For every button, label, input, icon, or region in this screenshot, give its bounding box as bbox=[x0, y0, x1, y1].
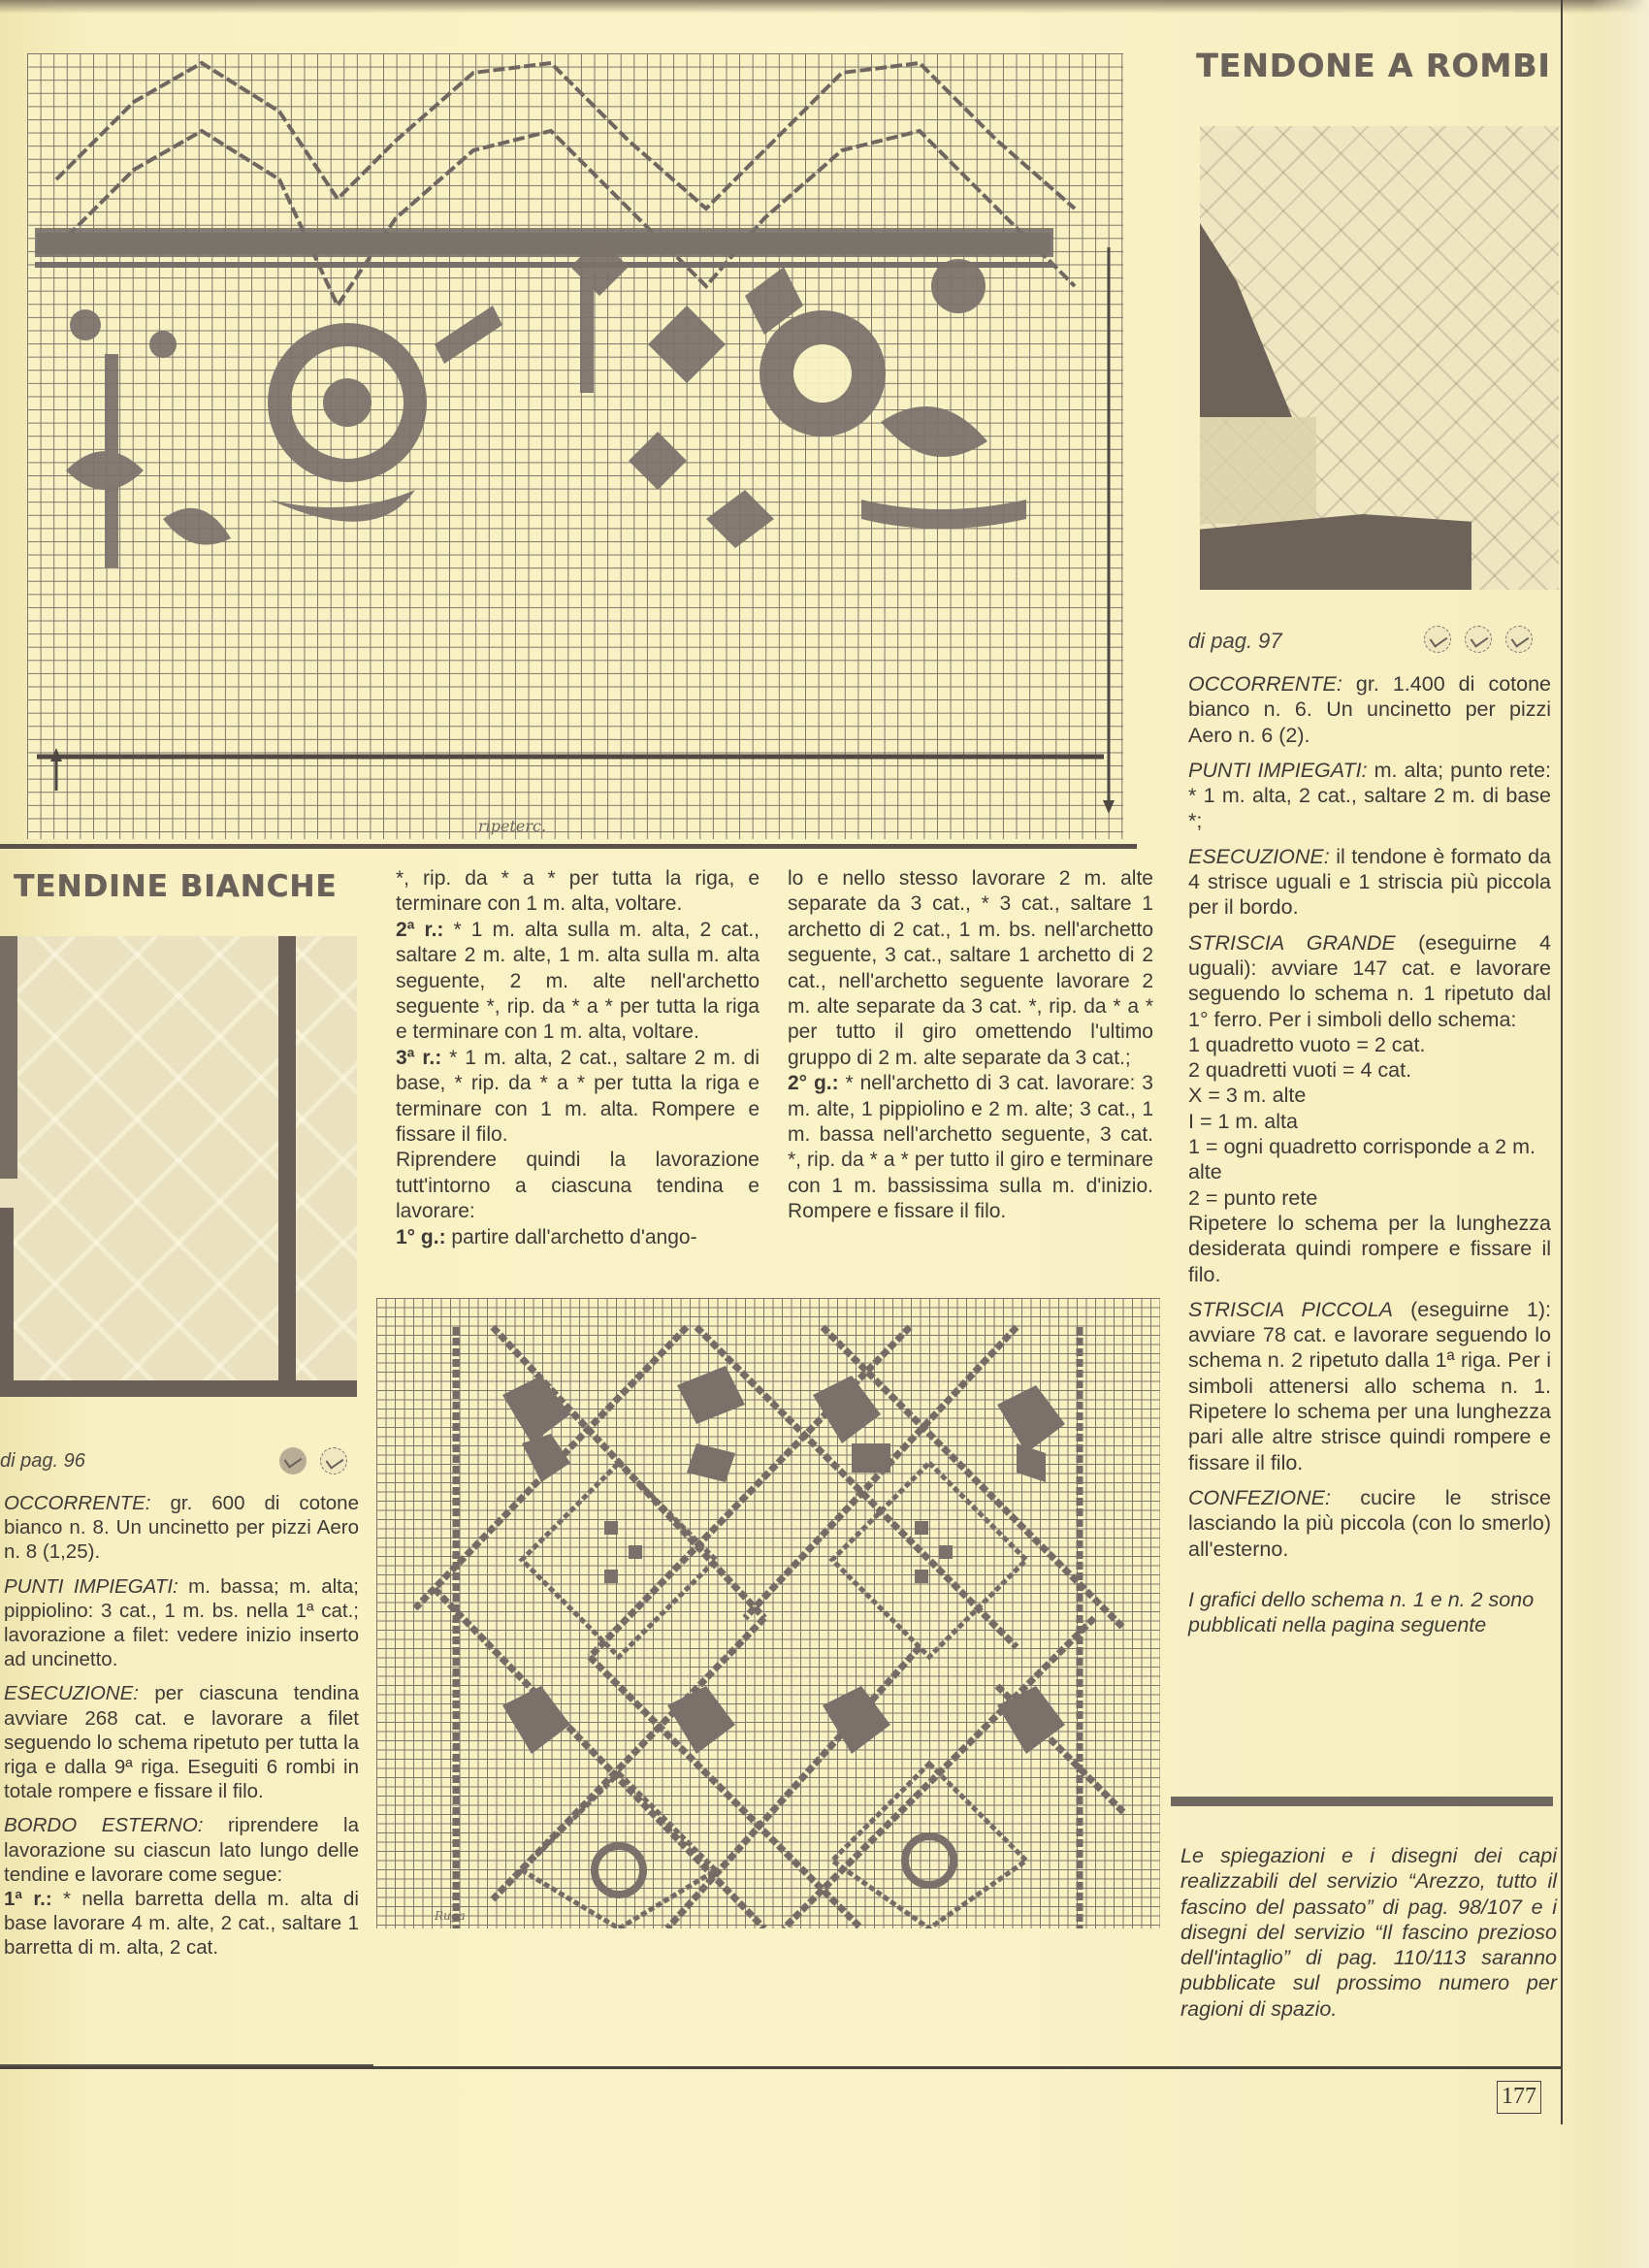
paragraph-striscia-grande: STRISCIA GRANDE (eseguirne 4 uguali): avviare 147 cat. e lavorare seguendo lo schema n. 1 ripetuto dal 1° ferro. Per i simboli dello schema: bbox=[1188, 930, 1551, 1031]
section-title-tendine-bianche: TENDINE BIANCHE bbox=[14, 869, 338, 904]
paragraph-giro1: 1° g.: partire dall'archetto d'ango- bbox=[396, 1225, 697, 1248]
text-tendone-a-rombi bbox=[1188, 671, 1551, 1647]
page-edge bbox=[1591, 0, 1649, 2268]
photo-tendine-bianche bbox=[0, 936, 357, 1397]
photo-bed bbox=[1200, 417, 1316, 524]
difficulty-icon bbox=[1424, 626, 1451, 653]
photo-tendone-a-rombi bbox=[1200, 126, 1559, 590]
chart-signature-bottom: Ruga bbox=[435, 1909, 466, 1923]
paragraph-row3: 3ª r.: * 1 m. alta, 2 cat., saltare 2 m. di base, * rip. da * a * per tutta la riga e terminare con 1 m. alta. Rompere e fissare il filo. bbox=[396, 1046, 760, 1147]
byline-tendone: di pag. 97 bbox=[1188, 629, 1282, 653]
paragraph-esecuzione: ESECUZIONE: per ciascuna tendina avviare 268 cat. e lavorare a filet seguendo lo schema ripetuto per tutta la riga e dalla 9ª riga. Eseguiti 6 rombi in totale rompere e fissare il filo. bbox=[4, 1682, 359, 1803]
paragraph-esecuzione: ESECUZIONE: il tendone è formato da 4 strisce uguali e 1 striscia più piccola per il bordo. bbox=[1188, 844, 1551, 920]
paragraph-continued: *, rip. da * a * per tutta la riga, e terminare con 1 m. alta, voltare. bbox=[396, 867, 760, 916]
chart-signature: ripeterc. bbox=[478, 817, 547, 835]
paragraph-occorrente: OCCORRENTE: gr. 600 di cotone bianco n. 8. Un uncinetto per pizzi Aero n. 8 (1,25). bbox=[4, 1492, 359, 1564]
photo-floor bbox=[1200, 514, 1471, 590]
paragraph-punti: PUNTI IMPIEGATI: m. alta; punto rete: * 1 m. alta, 2 cat., saltare 2 m. di base *; bbox=[1188, 758, 1551, 833]
page-number: 177 bbox=[1497, 2081, 1541, 2114]
paragraph-row1: 1ª r.: * nella barretta della m. alta di base lavorare 4 m. alte, 2 cat., saltare 1 barretta di m. alta, 2 cat. bbox=[4, 1888, 359, 1960]
paragraph-giro2: 2° g.: * nell'archetto di 3 cat. lavorare: 3 m. alte, 1 pippiolino e 2 m. alte; 3 cat., 1 m. bassa nell'archetto seguente, 3 cat. *, rip. da * a * per tutto il giro e terminare con 1 m. bassissima sulla m. d'inizio. Rompere e fissare il filo. bbox=[788, 1072, 1153, 1223]
difficulty-icon bbox=[320, 1447, 347, 1474]
byline-tendine: di pag. 96 bbox=[0, 1450, 85, 1472]
symbol-legend: 1 quadretto vuoto = 2 cat. 2 quadretti vuoti = 4 cat. X = 3 m. alte I = 1 m. alta 1 = ogni quadretto corrisponde a 2 m. alte 2 = punto rete bbox=[1188, 1032, 1536, 1210]
paragraph-occorrente: OCCORRENTE: gr. 1.400 di cotone bianco n. 6. Un uncinetto per pizzi Aero n. 6 (2). bbox=[1188, 672, 1551, 747]
paragraph-riprendere: Riprendere quindi la lavorazione tutt'intorno a ciascuna tendina e lavorare: bbox=[396, 1149, 760, 1223]
section-divider bbox=[0, 844, 1137, 849]
section-title-tendone-a-rombi: TENDONE A ROMBI bbox=[1196, 47, 1551, 84]
filet-chart-bottom bbox=[376, 1298, 1160, 1928]
charts-note: I grafici dello schema n. 1 e n. 2 sono pubblicati nella pagina seguente bbox=[1188, 1587, 1535, 1637]
filet-chart-bottom-motifs bbox=[376, 1298, 1160, 1928]
paragraph-ripetere: Ripetere lo schema per la lunghezza desiderata quindi rompere e fissare il filo. bbox=[1188, 1211, 1551, 1286]
paragraph-striscia-piccola: STRISCIA PICCOLA (eseguirne 1): avviare 78 cat. e lavorare seguendo lo schema n. 2 ripetuto dalla 1ª riga. Per i simboli attenersi allo schema n. 1. Ripetere lo schema per una lunghezza pari alle altre strisce quindi rompere e fissare il filo. bbox=[1188, 1297, 1551, 1474]
separator-band bbox=[37, 233, 1051, 254]
text-tendine-col2 bbox=[396, 866, 760, 1250]
text-tendine-col3 bbox=[788, 866, 1153, 1225]
paragraph-giro1-cont: lo e nello stesso lavorare 2 m. alte separate da 3 cat., * 3 cat., saltare 1 archetto di 2 cat., 1 m. bs. nell'archetto seguente, 3 cat., saltare 1 archetto di 2 cat., nell'archetto seguente lavorare 2 m. alte separate da 3 cat. *, rip. da * a * per tutto il giro omettendo l'ultimo gruppo di 2 m. alte separate da 3 cat.; bbox=[788, 867, 1153, 1069]
page-bottom-rule bbox=[0, 2066, 1562, 2069]
text-tendine-col1 bbox=[4, 1491, 359, 1960]
column-rule bbox=[1561, 0, 1563, 2124]
filet-chart-top-motifs bbox=[27, 53, 1123, 839]
paragraph-row2: 2ª r.: * 1 m. alta sulla m. alta, 2 cat., saltare 2 m. alte, 1 m. alta sulla m. alta seguente, 2 m. alte nell'archetto seguente *, rip. da * a * per tutta la riga e terminare con 1 m. alta, voltare. bbox=[396, 918, 760, 1044]
difficulty-rating-tendone bbox=[1424, 626, 1533, 653]
difficulty-rating-tendine bbox=[279, 1447, 347, 1474]
filet-chart-top bbox=[27, 53, 1123, 839]
paragraph-confezione: CONFEZIONE: cucire le strisce lasciando la più piccola (con lo smerlo) all'esterno. bbox=[1188, 1485, 1551, 1561]
photo-window-frame bbox=[0, 936, 17, 1179]
difficulty-icon bbox=[279, 1447, 307, 1474]
notice-divider bbox=[1171, 1797, 1553, 1806]
paragraph-punti: PUNTI IMPIEGATI: m. bassa; m. alta; pippiolino: 3 cat., 1 m. bs. nella 1ª cat.; lavorazione a filet: vedere inizio inserto ad uncinetto. bbox=[4, 1574, 359, 1671]
paragraph-bordo-esterno: BORDO ESTERNO: riprendere la lavorazione su ciascun lato lungo delle tendine e lavorare come segue: bbox=[4, 1814, 359, 1886]
photo-window-frame bbox=[278, 936, 296, 1387]
difficulty-icon bbox=[1505, 626, 1533, 653]
photo-window-sill bbox=[0, 1380, 357, 1397]
page-top-shadow bbox=[0, 0, 1649, 14]
photo-shadow bbox=[1200, 223, 1292, 417]
photo-window-frame bbox=[0, 1208, 14, 1392]
footer-notice: Le spiegazioni e i disegni dei capi realizzabili del servizio “Arezzo, tutto il fascino del passato” di pag. 98/107 e i disegni del servizio “Il fascino prezioso dell'intaglio” di pag. 110/113 saranno pubblicate sul prossimo numero per ragioni di spazio. bbox=[1180, 1844, 1557, 2021]
difficulty-icon bbox=[1465, 626, 1492, 653]
